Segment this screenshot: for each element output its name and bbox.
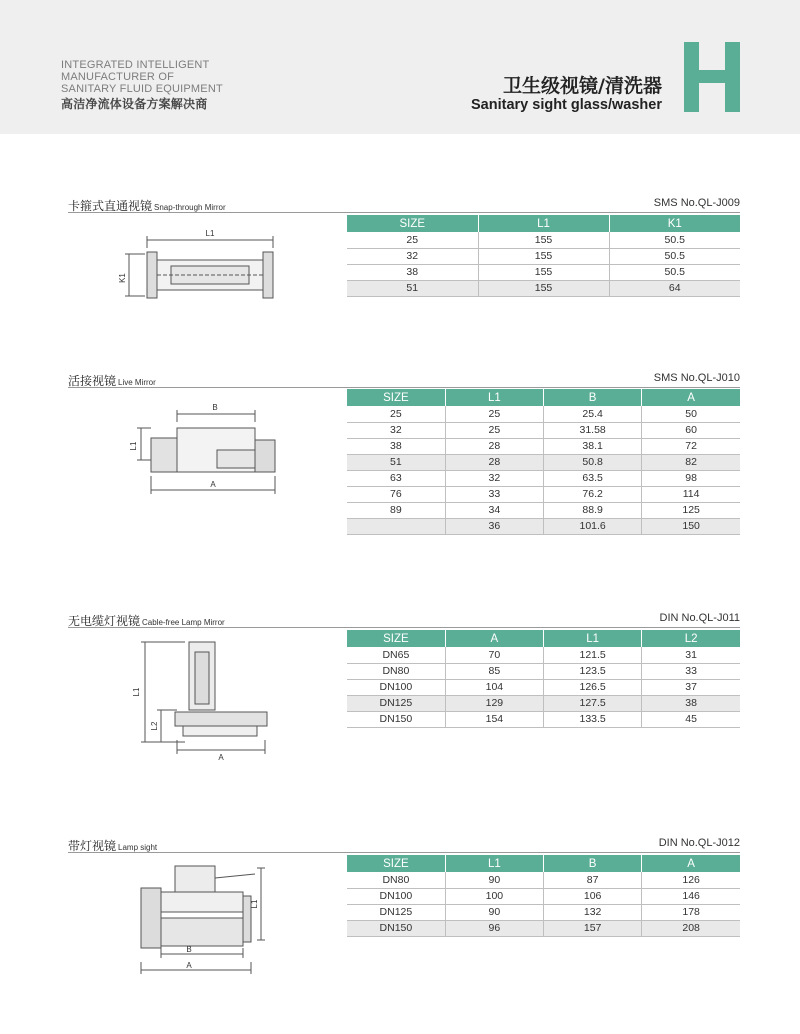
table-cell: 70 — [445, 647, 543, 663]
table-cell: 114 — [642, 486, 740, 502]
table-cell: 155 — [478, 280, 609, 296]
table-row — [347, 280, 740, 296]
table-cell: 155 — [478, 248, 609, 264]
table-cell: 76.2 — [544, 486, 642, 502]
table-row — [347, 679, 740, 695]
table-cell: 25 — [445, 406, 543, 422]
model-number: DIN No.QL-J011 — [659, 612, 740, 624]
table-cell: 72 — [642, 438, 740, 454]
section-title-cn: 带灯视镜 — [68, 839, 117, 853]
company-tagline — [61, 59, 223, 112]
table-header-row — [347, 630, 740, 647]
snap-through-mirror-drawing — [115, 222, 290, 304]
dim-label-a: A — [218, 753, 224, 762]
table-cell: 100 — [445, 888, 543, 904]
table-cell: 88.9 — [544, 502, 642, 518]
section-title-en: Live Mirror — [118, 378, 156, 387]
model-number: SMS No.QL-J010 — [653, 372, 740, 384]
company-en-line-1: INTEGRATED INTELLIGENT — [61, 59, 210, 71]
table-cell: 125 — [642, 502, 740, 518]
column-header: A — [445, 630, 543, 647]
table-cell: 31.58 — [544, 422, 642, 438]
dim-label-l1: L1 — [129, 441, 138, 451]
table-row — [347, 872, 740, 888]
table-cell: 106 — [544, 888, 642, 904]
table-cell: 50.5 — [609, 248, 740, 264]
table-cell: 50.8 — [544, 454, 642, 470]
column-header: L1 — [544, 630, 642, 647]
table-cell: 60 — [642, 422, 740, 438]
page-header — [0, 0, 800, 134]
table-cell: 127.5 — [544, 695, 642, 711]
table-cell: 96 — [445, 920, 543, 936]
table-cell: 101.6 — [544, 518, 642, 534]
dim-label-k1: K1 — [118, 273, 127, 283]
column-header: L2 — [642, 630, 740, 647]
spec-table-j010 — [347, 389, 740, 535]
table-cell: 28 — [445, 438, 543, 454]
column-header: L1 — [445, 389, 543, 406]
table-row — [347, 647, 740, 663]
model-number: SMS No.QL-J009 — [653, 197, 740, 209]
table-cell: 50.5 — [609, 232, 740, 248]
table-row — [347, 422, 740, 438]
table-cell: DN100 — [347, 888, 445, 904]
table-row — [347, 888, 740, 904]
table-row — [347, 248, 740, 264]
dim-label-a: A — [186, 961, 192, 970]
table-cell: DN150 — [347, 711, 445, 727]
table-cell: 51 — [347, 454, 445, 470]
section-title-en: Snap-through Mirror — [154, 203, 226, 212]
category-title-en: Sanitary sight glass/washer — [471, 97, 662, 113]
column-header: SIZE — [347, 215, 478, 232]
table-row — [347, 663, 740, 679]
section-title-cn: 活接视镜 — [68, 374, 117, 388]
table-cell: DN80 — [347, 872, 445, 888]
table-cell: 25 — [445, 422, 543, 438]
table-row — [347, 264, 740, 280]
table-cell: 178 — [642, 904, 740, 920]
table-row — [347, 920, 740, 936]
table-cell: 34 — [445, 502, 543, 518]
table-cell: 45 — [642, 711, 740, 727]
table-cell: DN125 — [347, 695, 445, 711]
table-cell: 82 — [642, 454, 740, 470]
model-number: DIN No.QL-J012 — [658, 837, 740, 849]
table-cell: 63 — [347, 470, 445, 486]
table-cell: 31 — [642, 647, 740, 663]
dim-label-a: A — [210, 480, 216, 489]
dim-label-l1: L1 — [132, 687, 141, 697]
table-row — [347, 904, 740, 920]
table-cell: DN150 — [347, 920, 445, 936]
table-cell: DN100 — [347, 679, 445, 695]
table-cell: 50.5 — [609, 264, 740, 280]
column-header: A — [642, 855, 740, 872]
table-cell: 121.5 — [544, 647, 642, 663]
table-cell: 36 — [445, 518, 543, 534]
table-row — [347, 695, 740, 711]
table-cell: 90 — [445, 904, 543, 920]
section-title-cn: 卡箍式直通视镜 — [68, 199, 153, 213]
table-cell: DN80 — [347, 663, 445, 679]
section-divider — [68, 852, 740, 853]
table-cell: 28 — [445, 454, 543, 470]
table-cell: 33 — [642, 663, 740, 679]
table-cell: 38 — [347, 264, 478, 280]
table-cell: 33 — [445, 486, 543, 502]
table-row — [347, 470, 740, 486]
table-cell: 50 — [642, 406, 740, 422]
table-cell: 25 — [347, 406, 445, 422]
table-row — [347, 232, 740, 248]
spec-table-j011 — [347, 630, 740, 728]
spec-table-j009 — [347, 215, 740, 297]
section-title-cn: 无电缆灯视镜 — [68, 614, 141, 628]
cable-free-lamp-mirror-drawing — [125, 632, 275, 762]
table-cell: 85 — [445, 663, 543, 679]
company-en-line-2: MANUFACTURER OF — [61, 71, 174, 83]
table-row — [347, 518, 740, 534]
table-cell: 51 — [347, 280, 478, 296]
lamp-sight-drawing — [125, 860, 275, 975]
table-cell: 76 — [347, 486, 445, 502]
table-header-row — [347, 855, 740, 872]
section-divider — [68, 627, 740, 628]
column-header: A — [642, 389, 740, 406]
table-cell: 37 — [642, 679, 740, 695]
column-header: B — [544, 855, 642, 872]
table-cell: 132 — [544, 904, 642, 920]
column-header: K1 — [609, 215, 740, 232]
table-cell: 89 — [347, 502, 445, 518]
table-header-row — [347, 215, 740, 232]
table-cell: 38.1 — [544, 438, 642, 454]
table-cell: 155 — [478, 264, 609, 280]
dim-label-l1: L1 — [205, 229, 215, 238]
table-cell: 133.5 — [544, 711, 642, 727]
category-letter-logo — [684, 42, 740, 112]
table-cell: 98 — [642, 470, 740, 486]
dim-label-b: B — [212, 403, 218, 412]
table-cell: 64 — [609, 280, 740, 296]
table-row — [347, 438, 740, 454]
dim-label-b: B — [186, 945, 192, 954]
category-title-cn: 卫生级视镜/清洗器 — [503, 75, 662, 97]
table-cell: 32 — [347, 248, 478, 264]
table-cell: 155 — [478, 232, 609, 248]
company-en-line-3: SANITARY FLUID EQUIPMENT — [61, 83, 223, 95]
column-header: SIZE — [347, 855, 445, 872]
table-cell — [347, 518, 445, 534]
table-header-row — [347, 389, 740, 406]
table-row — [347, 486, 740, 502]
table-cell: DN65 — [347, 647, 445, 663]
section-title-en: Lamp sight — [118, 843, 158, 852]
table-cell: 150 — [642, 518, 740, 534]
dim-label-l1: L1 — [250, 899, 259, 909]
table-cell: 38 — [347, 438, 445, 454]
table-cell: 63.5 — [544, 470, 642, 486]
spec-table-j012 — [347, 855, 740, 937]
section-divider — [68, 212, 740, 213]
table-cell: 157 — [544, 920, 642, 936]
table-cell: 126.5 — [544, 679, 642, 695]
column-header: SIZE — [347, 389, 445, 406]
table-cell: 146 — [642, 888, 740, 904]
table-row — [347, 711, 740, 727]
table-cell: 129 — [445, 695, 543, 711]
table-cell: 208 — [642, 920, 740, 936]
table-cell: 126 — [642, 872, 740, 888]
live-mirror-drawing — [125, 400, 285, 500]
column-header: B — [544, 389, 642, 406]
table-cell: 154 — [445, 711, 543, 727]
table-cell: 25.4 — [544, 406, 642, 422]
table-row — [347, 406, 740, 422]
column-header: L1 — [478, 215, 609, 232]
section-divider — [68, 387, 740, 388]
table-row — [347, 502, 740, 518]
table-cell: 87 — [544, 872, 642, 888]
company-cn: 高洁净流体设备方案解决商 — [61, 97, 208, 111]
section-title-en: Cable-free Lamp Mirror — [142, 618, 225, 627]
column-header: L1 — [445, 855, 543, 872]
table-cell: 25 — [347, 232, 478, 248]
table-cell: 123.5 — [544, 663, 642, 679]
column-header: SIZE — [347, 630, 445, 647]
table-row — [347, 454, 740, 470]
table-cell: 32 — [347, 422, 445, 438]
table-cell: 32 — [445, 470, 543, 486]
table-cell: 104 — [445, 679, 543, 695]
table-cell: 38 — [642, 695, 740, 711]
table-cell: 90 — [445, 872, 543, 888]
dim-label-l2: L2 — [150, 721, 159, 731]
table-cell: DN125 — [347, 904, 445, 920]
